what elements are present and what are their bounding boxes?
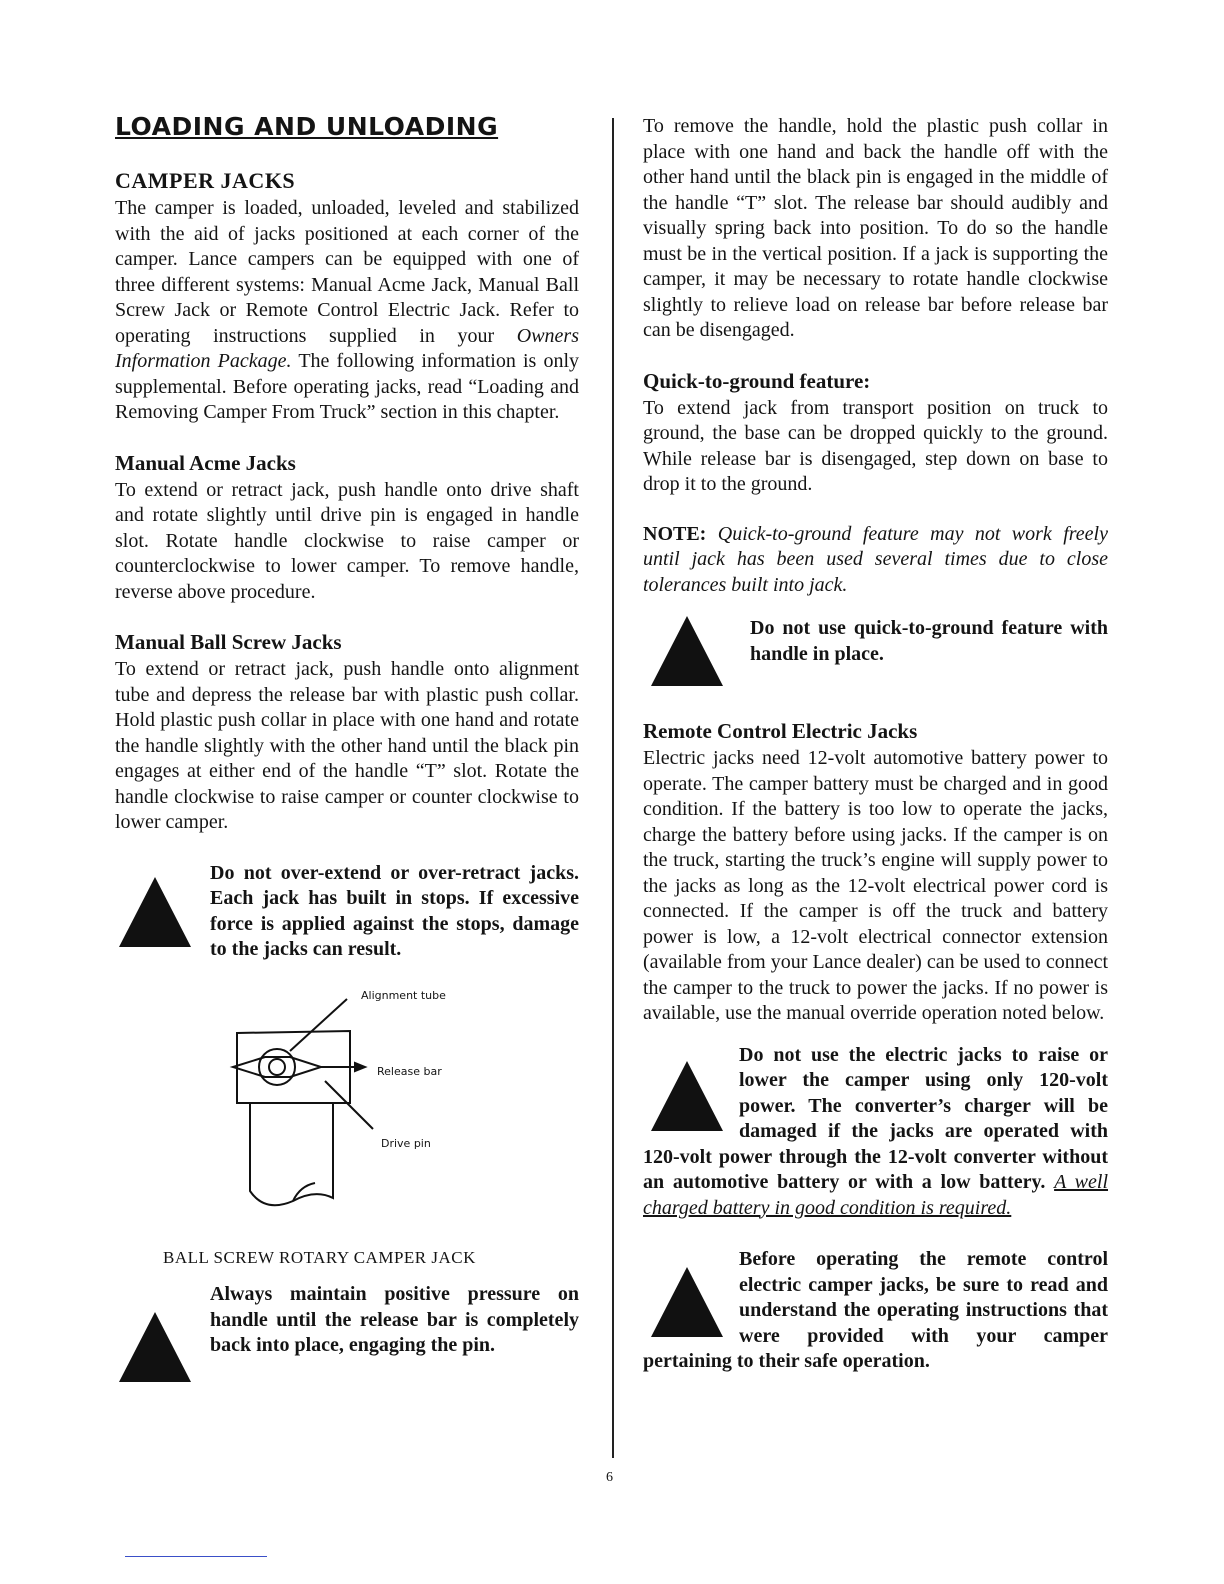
ball-screw-paragraph: To extend or retract jack, push handle onto alignment tube and depress the release bar with plastic push collar. Hold plastic push collar in place with one hand and rotate the handle slightly with the other hand until the black pin engages at either end of the handle “T” slot. Rotate the handle clockwise to raise camper or counter clockwise to lower camper.	[115, 658, 579, 833]
page-title: LOADING AND UNLOADING	[115, 112, 499, 141]
remove-handle-paragraph: To remove the handle, hold the plastic push collar in place with one hand and back the handle off with the other hand until the black pin is engaged in the middle of the handle “T” slot. The release bar should audibly and visually spring back into position. To do so the handle must be in the vertical position. If a jack is supporting the camper, it may be necessary to rotate handle clockwise slightly to relieve load on release bar before release bar can be disengaged.	[643, 115, 1108, 341]
diagram-caption: BALL SCREW ROTARY CAMPER JACK	[163, 1247, 476, 1267]
column-divider	[612, 118, 614, 1458]
warning-triangle-icon	[651, 1061, 723, 1131]
footer-rule	[125, 1556, 267, 1557]
drive-pin-label: Drive pin	[381, 1136, 431, 1150]
read-instructions-warning	[643, 1247, 1108, 1375]
electric-jacks-paragraph: Electric jacks need 12-volt automotive battery power to operate. The camper battery must be charged and in good condition. If the battery is too low to operate the jacks, charge the battery before using jacks. If the camper is on the truck, starting the truck’s engine will supply power to the jacks as long as the 12-volt electrical power cord is connected. If the camper is off the truck and battery power is low, a 12-volt electrical connector extension (available from your Lance dealer) can be used to connect the camper to the truck to power the jacks. If no power is available, use the manual override operation noted below.	[643, 747, 1108, 1024]
right-column	[643, 114, 1108, 1375]
alignment-tube-label: Alignment tube	[361, 988, 446, 1002]
pressure-warning	[115, 1282, 579, 1359]
drive-pin-circle	[269, 1059, 285, 1075]
owners-package-title: Owners Information Package.	[115, 324, 579, 372]
warning-triangle-icon	[119, 877, 191, 947]
ball-screw-jack-diagram	[115, 988, 579, 1261]
read-instructions-body: Before operating the remote control electric camper jacks, be sure to read and understand the operating instructions that were provided with your camper pertaining to their safe operation.	[643, 1248, 1108, 1372]
spacer	[115, 605, 579, 629]
note-paragraph	[643, 522, 1108, 599]
battery-required-note: A well charged battery in good condition is required.	[643, 1171, 1109, 1219]
warning-triangle-icon	[651, 1267, 723, 1337]
note-text: Quick-to-ground feature may not work freely until jack has been used several times due to close tolerances built into jack.	[643, 522, 1108, 596]
acme-jacks-paragraph: To extend or retract jack, push handle onto drive shaft and rotate slightly until drive pin is engaged in handle slot. Rotate handle clockwise to raise camper or counterclockwise to lower camper. To remove handle, reverse above procedure.	[115, 478, 579, 603]
camper-jacks-text-b: The following information is only supplemental. Before operating jacks, read “Loading and Removing Camper From Truck” section in this chapter.	[115, 350, 580, 423]
quick-to-ground-heading: Quick-to-ground feature:	[643, 368, 871, 393]
camper-jacks-paragraph	[115, 196, 579, 426]
left-column	[115, 112, 579, 1359]
quick-to-ground-warning-text: Do not use quick-to-ground feature with handle in place.	[750, 617, 1108, 665]
page-number: 6	[606, 1470, 613, 1485]
quick-to-ground-paragraph: To extend jack from transport position on truck to ground, the base can be dropped quickly to the ground. While release bar is disengaged, step down on base to drop it to the ground.	[643, 396, 1108, 495]
pressure-warning-text: Always maintain positive pressure on handle until the release bar is completely back into place, engaging the pin.	[210, 1283, 579, 1356]
acme-jacks-heading: Manual Acme Jacks	[115, 450, 296, 475]
spacer	[115, 426, 579, 450]
voltage-warning-body: Do not use the electric jacks to raise or lower the camper using only 120-volt power. The converter’s charger will be damaged if the jacks are operated with 120-volt power through the 12-volt converter without an automotive battery or with a low battery.	[643, 1043, 1108, 1193]
spacer	[643, 344, 1108, 368]
over-extend-warning	[115, 861, 579, 963]
camper-jacks-heading: CAMPER JACKS	[115, 168, 296, 193]
spacer	[643, 696, 1108, 718]
quick-to-ground-warning	[643, 616, 1108, 696]
jack-drawing	[115, 991, 579, 1261]
camper-jacks-text-a: The camper is loaded, unloaded, leveled and stabilized with the aid of jacks positioned at each corner of the camper. Lance campers can be equipped with one of three different systems: Manual Acme Jack, Manual Ball Screw Jack or Remote Control Electric Jack. Refer to operating instructions supplied in your	[115, 197, 579, 347]
warning-triangle-icon	[651, 616, 723, 686]
push-collar-circle	[259, 1049, 295, 1085]
ball-screw-heading: Manual Ball Screw Jacks	[115, 630, 342, 654]
over-extend-warning-text: Do not over-extend or over-retract jacks. Each jack has built in stops. If excessive force is applied against the stops, damage to the jacks can result.	[210, 861, 579, 960]
jack-tube-outline	[250, 1103, 333, 1205]
release-bar-label: Release bar	[377, 1064, 442, 1078]
note-label: NOTE:	[643, 522, 707, 545]
spacer	[643, 498, 1108, 522]
warning-triangle-icon	[119, 1312, 191, 1382]
voltage-warning	[643, 1043, 1108, 1222]
alignment-leader	[290, 999, 347, 1051]
electric-jacks-heading: Remote Control Electric Jacks	[643, 719, 918, 743]
